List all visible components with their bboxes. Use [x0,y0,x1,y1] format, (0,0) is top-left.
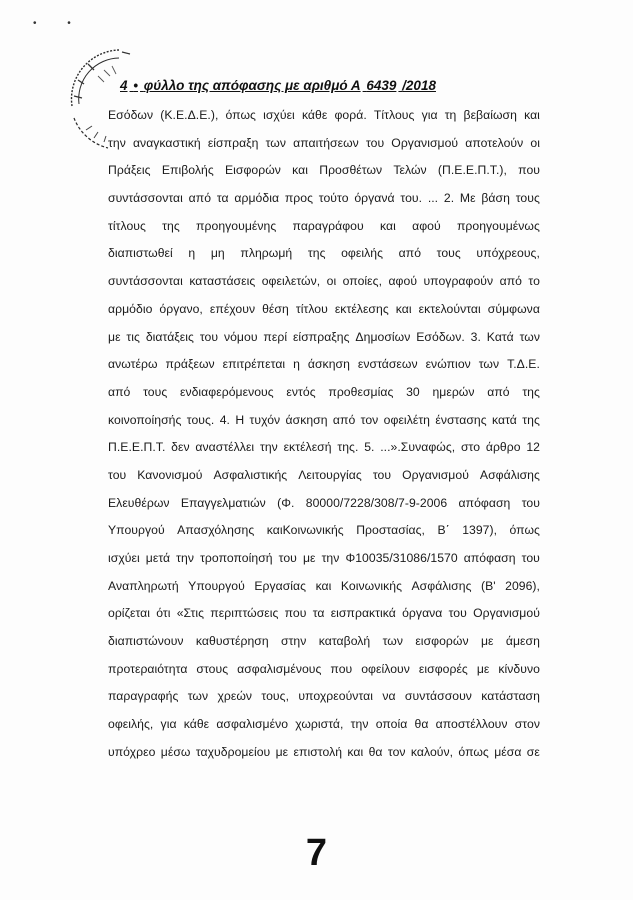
body-word: περί [263,329,288,344]
body-word: Ασφάλισης [479,467,540,482]
body-word: βάση [481,191,510,206]
body-word: της [307,246,326,261]
body-word: της. [337,440,359,455]
body-word: τη [444,108,457,122]
body-word: 4. [219,412,230,427]
body-word: αναστέλλει [195,440,255,455]
body-line [108,490,540,518]
body-word: ένστασης [435,412,487,427]
body-word: χρεών [217,689,253,704]
body-word: για [160,717,177,732]
body-word: όργανα [402,606,443,621]
body-word: περιπτώσεις [210,606,279,621]
body-word: που [284,606,307,621]
body-word: νόμου [223,329,258,344]
body-word: Οργανισμού [473,606,540,621]
body-word: άσκηση [285,412,328,427]
body-word: οποίες, [342,274,383,289]
body-word: τα [312,606,325,621]
body-word: αποστέλλουν [435,717,508,732]
body-word: τους, [261,689,290,704]
body-word: εκτέλεσή [283,440,332,455]
body-word: και [395,301,412,316]
body-word: Εισφορών [224,163,281,178]
body-word: του [521,551,540,565]
body-word: με [302,551,316,565]
body-word: αναγκαστική [132,135,201,150]
body-word: της [162,218,180,233]
body-word: τις [126,329,140,344]
body-word: από [108,384,131,399]
body-word: ενώπιον [425,357,471,372]
body-line [108,683,540,711]
header-marker: 4 [120,78,128,93]
body-word: επιτρέπεται [222,357,286,372]
body-word: υπογραφούν [423,274,494,289]
decision-year: /2018 [402,78,436,93]
body-word: 3. [470,329,481,344]
body-word: Κατά [486,329,514,344]
body-word: Π.Ε.Ε.Π.Τ. [108,440,166,455]
body-word: του [372,467,392,482]
body-word: από [499,274,522,289]
body-word: Κανονισμού [137,467,203,482]
body-text [108,102,540,767]
body-word: αρμόδια [234,191,280,206]
body-line [108,462,540,490]
body-word: του [199,329,219,344]
body-word: και [347,744,364,759]
body-word: κάθε [301,108,328,122]
body-word: (Φ. [277,495,295,510]
body-word: το [528,274,540,289]
body-word: οφειλέτη [383,412,431,427]
body-word: εντός [286,384,316,399]
body-word: του [365,135,385,150]
body-word: από [332,412,356,427]
body-word: προηγουμένης [196,218,277,233]
body-word: και [315,578,332,593]
body-word: την [350,717,369,732]
body-word: ανωτέρω [108,357,158,372]
body-word: τον [360,412,379,427]
body-word: βεβαίωση [463,108,517,122]
body-line [108,628,540,656]
body-word: οποία [375,717,408,732]
body-line [108,573,540,601]
body-word: αποτελούν [465,135,524,150]
body-word: καλούν, [410,744,454,759]
body-word: του. [400,191,423,206]
body-word: την [259,440,278,455]
body-line [108,157,540,185]
body-word: οι [530,135,540,150]
body-word: ταχυδρομείου [195,744,271,759]
body-word: Υπουργού [108,523,165,538]
body-word: που [518,163,540,178]
body-word: Η [235,412,245,427]
body-word: απαιτήσεων [293,135,359,150]
body-word: και [379,218,396,233]
body-word: με [275,744,289,759]
body-word: Ασφάλισης [411,578,472,593]
body-word: απόφαση [458,495,511,510]
body-word: τα [216,191,229,206]
body-word: προτεραιότητα [108,661,188,676]
body-word: χωριστά, [295,717,344,732]
body-word: Τελών [393,163,427,178]
body-word: σε [526,744,540,759]
body-word: Φ10035/31086/1570 [345,551,458,565]
body-word: Εσόδων. [416,329,465,344]
body-word: των [519,329,540,344]
body-word: οφειλής [341,246,384,261]
body-word: Οργανισμού [402,467,469,482]
body-word: η [188,246,196,261]
body-word: τυχόν [249,412,281,427]
body-word: ενδιαφερόμενους [179,384,274,399]
body-word: κατά [492,412,517,427]
body-word: είσπραξης [292,329,350,344]
body-word: ισχύει [263,108,295,122]
body-word: δεν [171,440,190,455]
body-word: Λειτουργίας [298,467,362,482]
body-word: επέχουν [209,301,256,316]
body-word: πληρωμή [240,246,293,261]
body-word: 12 [526,440,540,455]
body-word: των [265,135,287,150]
body-word: μετά [145,551,171,565]
body-word: αφού [412,218,441,233]
body-word: παραγράφου [292,218,364,233]
body-word: προηγουμένως [456,218,540,233]
body-word: των [382,634,403,649]
body-word: στην [281,634,307,649]
body-word: κίνδυνο [498,661,540,676]
body-word: διατάξεις [145,329,194,344]
body-word: Επιβολής [161,163,214,178]
body-word: κάθε [183,717,210,732]
decision-number: 6439 [366,78,397,93]
body-word: τίτλους [108,218,146,233]
body-word: 80000/7228/308/7-9-2006 [305,495,448,510]
body-word: όργανο, [159,301,203,316]
body-word: ...».Συναφώς, [380,440,456,455]
body-word: ασφαλισμένους [237,661,322,676]
body-word: επιστολή [293,744,343,759]
body-word: άρθρο [485,440,521,455]
body-word: στον [514,717,540,732]
body-line [108,711,540,739]
body-word: ασφαλισμένο [216,717,289,732]
body-word: η [293,357,300,372]
body-word: ότι [156,606,171,621]
body-word: προθεσμίας [328,384,394,399]
body-word: μέσα [494,744,522,759]
decision-sheet-header [120,78,438,93]
body-word: ενστάσεων [357,357,418,372]
body-word: αφού [388,274,418,289]
body-line [108,102,540,130]
body-line [108,130,540,158]
body-word: εισφορές [418,661,468,676]
body-word: απόφαση [463,551,516,565]
body-word: 2096), [505,578,540,593]
body-line [108,296,540,324]
body-word: Με [459,191,476,206]
body-word: με [108,329,121,344]
body-line [108,351,540,379]
body-word: τους [143,384,168,399]
body-line [108,268,540,296]
body-word: παραγραφής [108,689,179,704]
body-word: μέσω [160,744,191,759]
body-word: οι [326,274,337,289]
body-word: με [480,634,494,649]
body-word: από [487,384,510,399]
body-word: του [521,495,540,510]
body-word: Τ.Δ.Ε. [507,357,540,372]
body-word: εισπρακτικά [330,606,396,621]
body-word: φορά. [334,108,367,122]
body-word: σύμφωνα [487,301,540,316]
body-word: όπως [509,523,540,538]
body-word: τους [436,246,461,261]
body-word: είσπραξη [207,135,259,150]
body-word: καιΚοινωνικής [266,523,344,538]
body-word: οφείλουν [361,661,410,676]
body-word: καταστάσεις [189,274,256,289]
body-line [108,324,540,352]
body-word: Προστασίας, [356,523,425,538]
body-word: (Β' [480,578,496,593]
body-word: 30 [406,384,420,399]
body-word: διαπιστώνουν [108,634,184,649]
body-word: όπως [458,744,489,759]
body-word: θέση [262,301,289,316]
body-word: εισφορών [415,634,469,649]
body-word: ημερών [432,384,475,399]
body-line [108,240,540,268]
body-word: της [522,384,540,399]
body-word: (Π.Ε.Ε.Π.Τ.), [437,163,507,178]
body-word: ... [427,191,439,206]
body-line [108,656,540,684]
body-word: Αναπληρωτή [108,578,179,593]
body-word: εκτελούνται [418,301,481,316]
body-word: τούτο [318,191,349,206]
body-line [108,407,540,435]
body-word: υποχρεούνται [298,689,373,704]
body-word: Απασχόλησης [177,523,255,538]
body-word: θα [368,744,383,759]
body-word: άμεση [505,634,540,649]
header-text: φύλλο της απόφασης με αριθμό Α [143,78,361,93]
body-line [108,739,540,767]
body-word: ισχύει [108,551,140,565]
body-word: καθυστέρηση [195,634,269,649]
body-word: της [522,412,540,427]
body-word: στους [196,661,229,676]
body-word: με [476,661,490,676]
body-word: Δημοσίων [355,329,411,344]
body-word: όργανά [354,191,395,206]
body-word: όπως [225,108,256,122]
body-word: τροποποίησή [200,551,273,565]
body-word: συντάσσονται [108,274,183,289]
body-word: τον [387,744,406,759]
body-word: άσκηση [307,357,350,372]
body-word: υπόχρεο [108,744,156,759]
body-word: Οργανισμού [391,135,459,150]
body-word: την [108,135,126,150]
body-word: συντάσσονται [108,191,183,206]
body-line [108,600,540,628]
body-word: συντάσσουν [404,689,472,704]
body-word: θα [414,717,429,732]
body-word: κατάσταση [481,689,540,704]
body-word: Ελευθέρων [108,495,170,510]
body-word: τους [515,191,540,206]
body-word: στο [460,440,481,455]
body-word: τους. [186,412,215,427]
body-word: των [478,357,500,372]
body-word: οφειλής, [108,717,154,732]
body-line [108,379,540,407]
body-line [108,213,540,241]
body-word: του [278,551,297,565]
body-word: Ασφαλιστικής [213,467,288,482]
body-line [108,517,540,545]
body-word: Εσόδων [108,108,154,122]
body-word: πράξεων [165,357,215,372]
body-word: (Κ.Ε.Δ.Ε.), [160,108,219,122]
body-word: κοινοποίησής [108,412,182,427]
body-word: από [398,246,422,261]
body-word: Πράξεις [108,163,151,178]
body-line [108,185,540,213]
body-word: του [448,606,467,621]
body-word: εκτέλεσης [334,301,389,316]
body-word: 2. [443,191,455,206]
body-word: υπόχρεους, [476,246,540,261]
body-word: που [330,661,353,676]
body-word: οφειλετών, [261,274,321,289]
body-word: την [321,551,340,565]
body-word: μη [210,246,225,261]
body-word: για [421,108,438,122]
body-word: διαπιστωθεί [108,246,173,261]
body-line [108,434,540,462]
header-bullet: • [133,78,139,93]
body-word: Κοινωνικής [340,578,403,593]
body-word: Τίτλους [373,108,415,122]
body-word: Υπουργού [188,578,245,593]
body-word: των [187,689,209,704]
page-number: 7 [305,832,328,874]
body-word: Προσθέτων [319,163,383,178]
body-word: να [382,689,396,704]
body-word: καταβολή [318,634,371,649]
scan-marks: • • [33,18,85,29]
body-word: Επαγγελματιών [180,495,266,510]
body-word: και [524,108,540,122]
body-word: τίτλου [295,301,328,316]
body-word: από [188,191,212,206]
body-word: «Στις [176,606,205,621]
body-line [108,545,540,573]
body-word: 1397), [462,523,498,538]
body-word: Β΄ [437,523,450,538]
body-word: αρμόδιο [108,301,153,316]
body-word: του [108,467,127,482]
body-word: την [176,551,195,565]
body-word: 5. [364,440,375,455]
body-word: Εργασίας [254,578,307,593]
body-word: ορίζεται [108,606,151,621]
body-word: και [292,163,309,178]
body-word: προς [284,191,314,206]
